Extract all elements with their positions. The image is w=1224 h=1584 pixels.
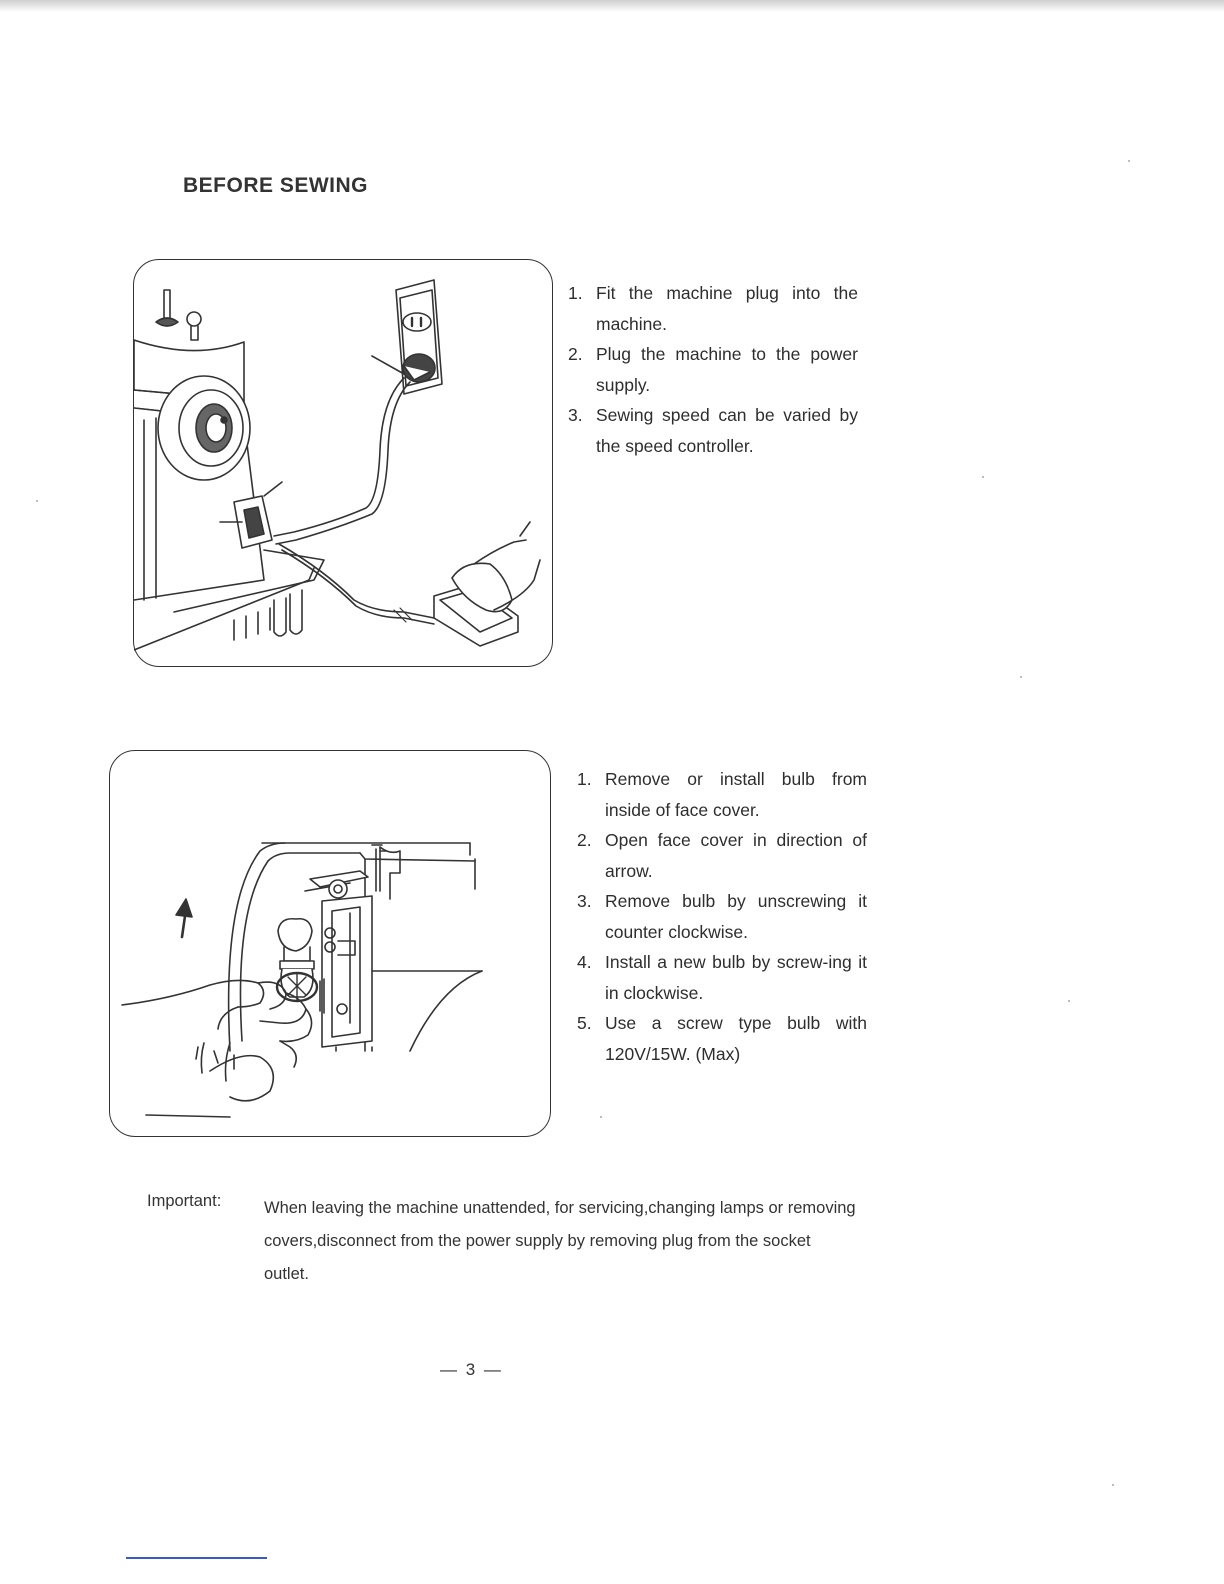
page-title: BEFORE SEWING	[183, 174, 369, 197]
divider	[126, 1557, 267, 1559]
list-item: 3. Remove bulb by unscrewing it counter clockwise.	[577, 891, 867, 942]
scan-speck	[1112, 1484, 1114, 1486]
scan-edge	[0, 0, 1224, 12]
bulb-replacement-illustration	[109, 750, 551, 1137]
scan-speck	[600, 1116, 602, 1118]
scan-speck	[1128, 160, 1130, 162]
page-number: — 3 —	[440, 1360, 503, 1379]
scan-speck	[1020, 676, 1022, 678]
power-connection-illustration	[133, 259, 553, 667]
list-item: 1. Remove or install bulb from inside of face cover.	[577, 769, 867, 820]
list-item: 1. Fit the machine plug into the machine.	[568, 283, 858, 334]
list-item: 2. Open face cover in direction of arrow.	[577, 830, 867, 881]
scan-speck	[36, 500, 38, 502]
important-notice: When leaving the machine unattended, for servicing,changing lamps or removing covers,disconnect from the power supply by removing plug from the socket outlet.	[264, 1199, 856, 1283]
important-label: Important:	[147, 1192, 222, 1210]
list-item: 3. Sewing speed can be varied by the speed controller.	[568, 405, 858, 456]
bulb-steps-list	[577, 764, 867, 1069]
list-item: 2. Plug the machine to the power supply.	[568, 344, 858, 395]
power-steps-list	[568, 278, 858, 461]
scan-speck	[982, 476, 984, 478]
list-item: 4. Install a new bulb by screw-ing it in clockwise.	[577, 952, 867, 1003]
scan-speck	[1068, 1000, 1070, 1002]
list-item: 5. Use a screw type bulb with 120V/15W. (Max)	[577, 1013, 867, 1064]
